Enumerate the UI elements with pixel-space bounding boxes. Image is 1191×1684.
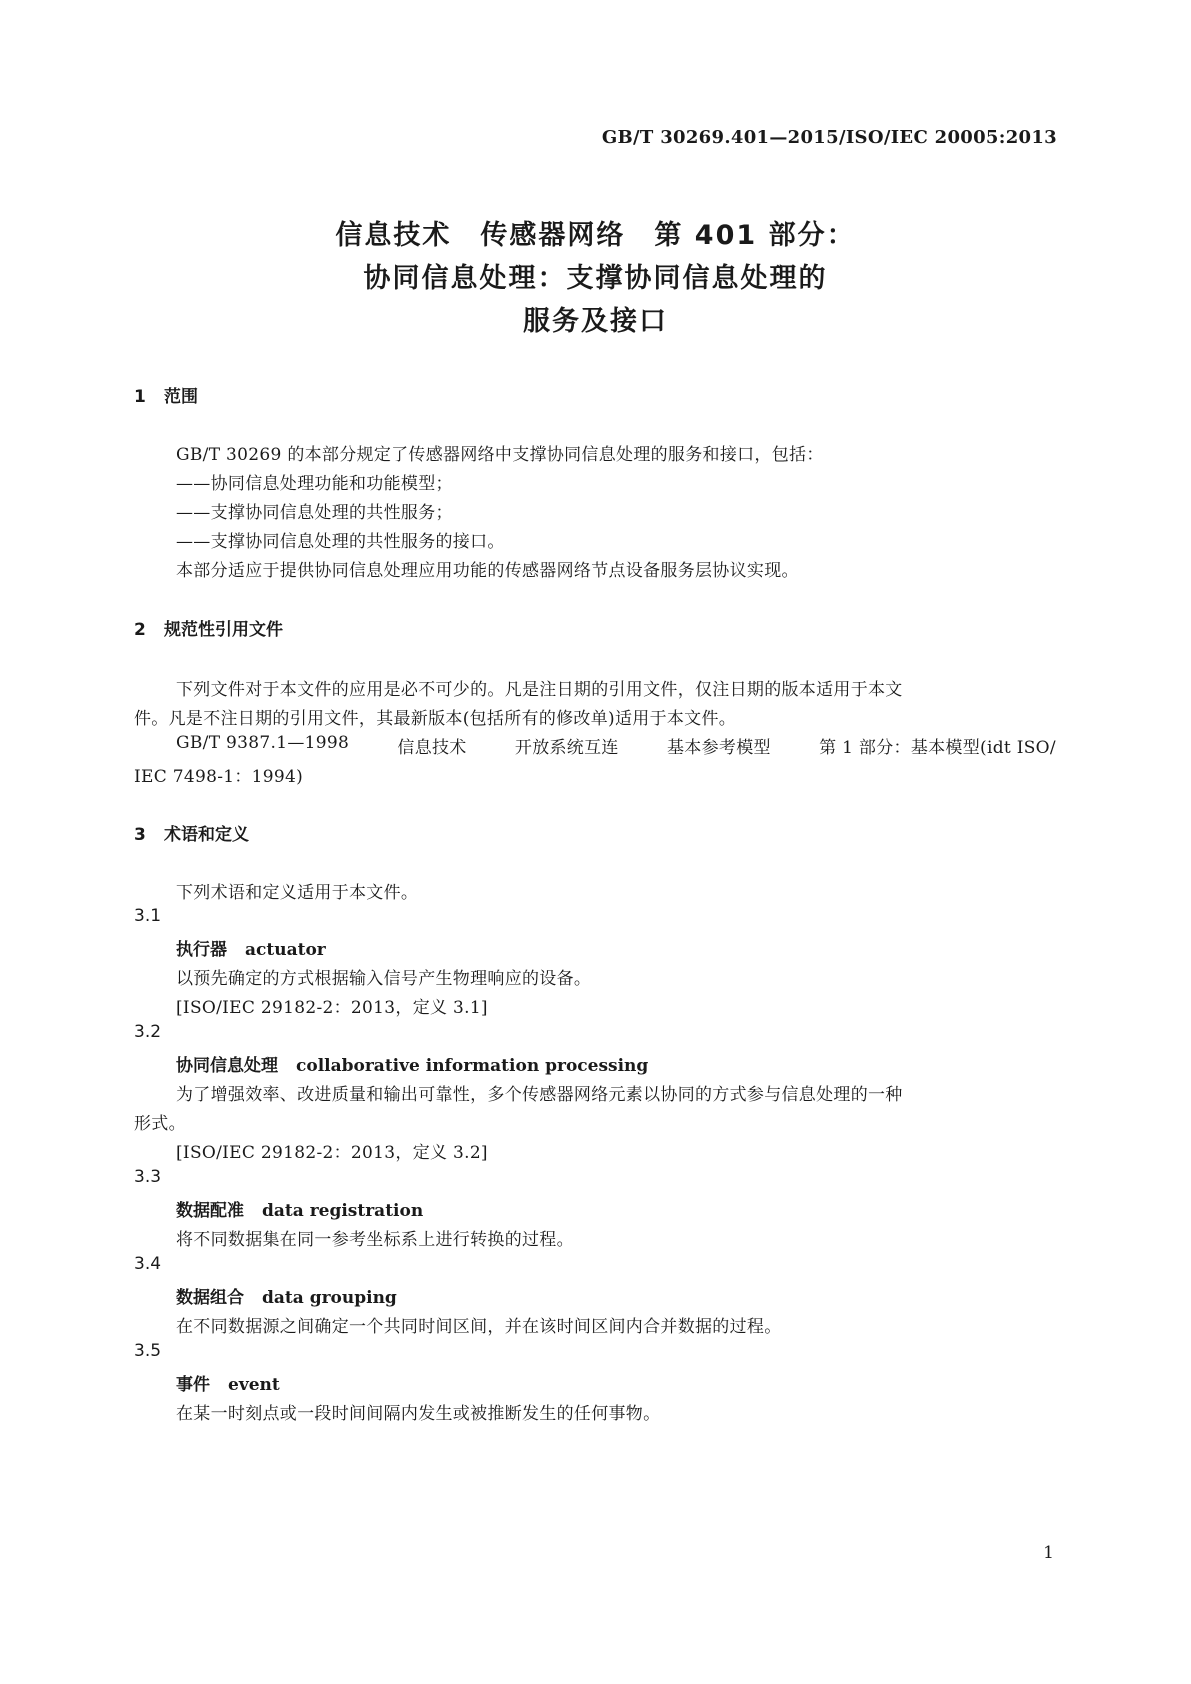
term-zh: 事件 [176,1375,210,1395]
document-title-line3: 服务及接口 [523,306,668,337]
term-heading [176,935,326,960]
term-number: 3.5 [134,1341,162,1361]
term-number: 3.3 [134,1167,162,1187]
document-title-line1: 信息技术 传感器网络 第 401 部分： [335,220,856,251]
section-2-paragraph-line1: 下列文件对于本文件的应用是必不可少的。凡是注日期的引用文件，仅注日期的版本适用于本文 [176,680,903,700]
term-definition-line2: 形式。 [134,1114,186,1134]
term-definition: 在某一时刻点或一段时间间隔内发生或被推断发生的任何事物。 [176,1404,661,1424]
term-definition: 将不同数据集在同一参考坐标系上进行转换的过程。 [176,1230,574,1250]
term-number: 3.4 [134,1254,162,1274]
section-1-closing: 本部分适应于提供协同信息处理应用功能的传感器网络节点设备服务层协议实现。 [176,561,799,581]
term-en: actuator [245,940,326,960]
term-number: 3.2 [134,1022,162,1042]
term-zh: 数据配准 [176,1201,244,1221]
term-heading [176,1283,397,1308]
normative-reference-cont: IEC 7498-1：1994) [134,767,304,787]
standard-number: GB/T 30269.401—2015/ISO/IEC 20005:2013 [601,127,1057,148]
section-number: 3 [134,825,146,845]
section-1-heading [134,382,198,407]
section-number: 2 [134,620,146,640]
term-definition-line1: 为了增强效率、改进质量和输出可靠性，多个传感器网络元素以协同的方式参与信息处理的一种 [176,1085,903,1105]
term-heading [176,1051,648,1076]
section-2-heading [134,615,283,640]
section-title: 术语和定义 [164,825,249,845]
reference-part: GB/T 9387.1—1998 [176,733,350,753]
section-title: 规范性引用文件 [164,620,283,640]
term-en: event [228,1375,280,1395]
term-source: [ISO/IEC 29182-2：2013，定义 3.2] [176,1143,488,1163]
section-number: 1 [134,387,146,407]
term-heading [176,1370,280,1395]
term-definition: 以预先确定的方式根据输入信号产生物理响应的设备。 [176,969,592,989]
reference-part: 第 1 部分：基本模型(idt ISO/ [819,738,1056,758]
term-source: [ISO/IEC 29182-2：2013，定义 3.1] [176,998,488,1018]
normative-reference [176,733,1056,758]
reference-part: 基本参考模型 [667,738,771,758]
term-en: data registration [262,1201,424,1221]
section-1-intro: GB/T 30269 的本部分规定了传感器网络中支撑协同信息处理的服务和接口，包括： [176,445,824,465]
reference-part: 开放系统互连 [514,738,619,758]
document-title-line2: 协同信息处理：支撑协同信息处理的 [363,263,828,294]
section-3-intro: 下列术语和定义适用于本文件。 [176,883,419,903]
page-number: 1 [1043,1543,1054,1563]
list-item: ——协同信息处理功能和功能模型； [176,474,453,494]
term-en: collaborative information processing [296,1056,649,1076]
term-number: 3.1 [134,906,162,926]
term-zh: 执行器 [176,940,227,960]
section-title: 范围 [164,387,198,407]
term-zh: 数据组合 [176,1288,244,1308]
term-zh: 协同信息处理 [176,1056,278,1076]
section-3-heading [134,820,249,845]
term-en: data grouping [262,1288,397,1308]
list-item: ——支撑协同信息处理的共性服务的接口。 [176,532,505,552]
term-definition: 在不同数据源之间确定一个共同时间区间，并在该时间区间内合并数据的过程。 [176,1317,782,1337]
list-item: ——支撑协同信息处理的共性服务； [176,503,453,523]
section-2-paragraph-line2: 件。凡是不注日期的引用文件，其最新版本(包括所有的修改单)适用于本文件。 [134,709,737,729]
reference-part: 信息技术 [397,738,467,758]
term-heading [176,1196,423,1221]
